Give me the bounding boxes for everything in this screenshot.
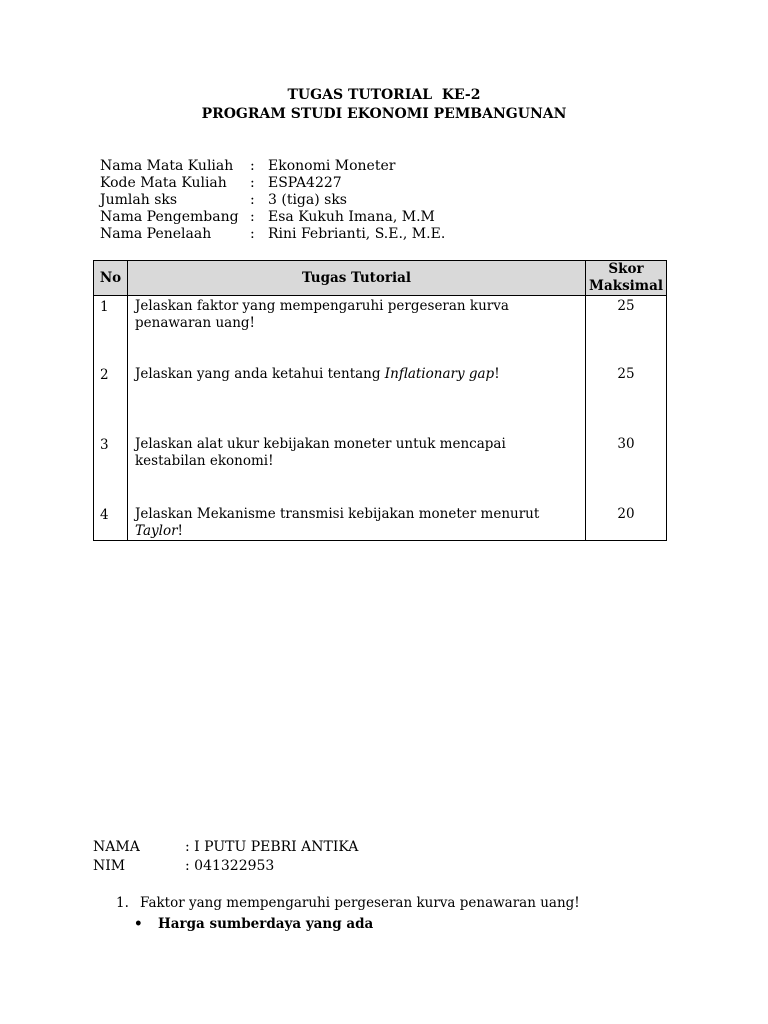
student-nim-value: : 041322953 bbox=[185, 858, 275, 874]
info-label: Jumlah sks bbox=[100, 192, 178, 208]
row-number: 3 bbox=[94, 434, 128, 504]
title-line-1: TUGAS TUTORIAL KE-2 bbox=[287, 87, 481, 103]
student-nim-label: NIM bbox=[93, 858, 126, 874]
info-colon: : bbox=[250, 192, 255, 208]
course-info bbox=[100, 158, 445, 243]
answer-number: 1. bbox=[116, 895, 129, 911]
row-task bbox=[128, 296, 586, 365]
row-score: 25 bbox=[586, 364, 667, 434]
row-task bbox=[128, 434, 586, 504]
task-text: Jelaskan alat ukur kebijakan moneter untuk mencapai kestabilan ekonomi! bbox=[135, 436, 506, 469]
answer-question-row bbox=[116, 893, 580, 913]
table-row bbox=[94, 434, 667, 504]
task-suffix: ! bbox=[494, 366, 500, 382]
info-label: Nama Penelaah bbox=[100, 226, 212, 242]
row-number: 4 bbox=[94, 504, 128, 541]
header-score bbox=[586, 261, 667, 296]
task-text: Jelaskan faktor yang mempengaruhi pergeseran kurva penawaran uang! bbox=[135, 298, 509, 331]
info-value: Ekonomi Moneter bbox=[268, 158, 396, 174]
task-suffix: ! bbox=[177, 523, 183, 539]
row-number: 1 bbox=[94, 296, 128, 365]
info-row-course-code bbox=[100, 175, 445, 192]
header-no: No bbox=[94, 261, 128, 296]
info-row-developer bbox=[100, 209, 445, 226]
header-task: Tugas Tutorial bbox=[128, 261, 586, 296]
bullet-text: Harga sumberdaya yang ada bbox=[158, 916, 374, 932]
info-label: Nama Mata Kuliah bbox=[100, 158, 234, 174]
answer-question: Faktor yang mempengaruhi pergeseran kurva penawaran uang! bbox=[140, 895, 580, 911]
info-label: Nama Pengembang bbox=[100, 209, 239, 225]
answer-bullet-item bbox=[134, 914, 580, 934]
student-name-row bbox=[93, 838, 358, 857]
info-row-credits bbox=[100, 192, 445, 209]
info-colon: : bbox=[250, 226, 255, 242]
student-info bbox=[93, 838, 358, 876]
info-colon: : bbox=[250, 175, 255, 191]
info-value: 3 (tiga) sks bbox=[268, 192, 347, 208]
document-title bbox=[0, 86, 768, 124]
student-nim-row bbox=[93, 857, 358, 876]
info-value: ESPA4227 bbox=[268, 175, 342, 191]
row-task bbox=[128, 364, 586, 434]
info-label: Kode Mata Kuliah bbox=[100, 175, 227, 191]
bullet-icon: • bbox=[134, 916, 143, 932]
table-header-row bbox=[94, 261, 667, 296]
info-value: Rini Febrianti, S.E., M.E. bbox=[268, 226, 446, 242]
tasks-table bbox=[93, 260, 667, 541]
student-name-value: : I PUTU PEBRI ANTIKA bbox=[185, 839, 359, 855]
info-colon: : bbox=[250, 158, 255, 174]
answer-section bbox=[116, 893, 580, 934]
task-text: Jelaskan yang anda ketahui tentang bbox=[135, 366, 385, 382]
header-score-line-2: Maksimal bbox=[589, 278, 663, 294]
info-row-reviewer bbox=[100, 226, 445, 243]
row-score: 25 bbox=[586, 296, 667, 365]
info-value: Esa Kukuh Imana, M.M bbox=[268, 209, 435, 225]
table-row bbox=[94, 504, 667, 541]
student-name-label: NAMA bbox=[93, 839, 140, 855]
row-score: 20 bbox=[586, 504, 667, 541]
title-line-2: PROGRAM STUDI EKONOMI PEMBANGUNAN bbox=[201, 106, 567, 122]
table-row bbox=[94, 296, 667, 365]
table-row bbox=[94, 364, 667, 434]
task-emphasis: Inflationary gap bbox=[384, 366, 495, 382]
header-score-line-1: Skor bbox=[608, 261, 644, 277]
task-emphasis: Taylor bbox=[135, 523, 178, 539]
row-number: 2 bbox=[94, 364, 128, 434]
row-task bbox=[128, 504, 586, 541]
task-text: Jelaskan Mekanisme transmisi kebijakan moneter menurut bbox=[135, 506, 540, 522]
info-colon: : bbox=[250, 209, 255, 225]
row-score: 30 bbox=[586, 434, 667, 504]
info-row-course-name bbox=[100, 158, 445, 175]
